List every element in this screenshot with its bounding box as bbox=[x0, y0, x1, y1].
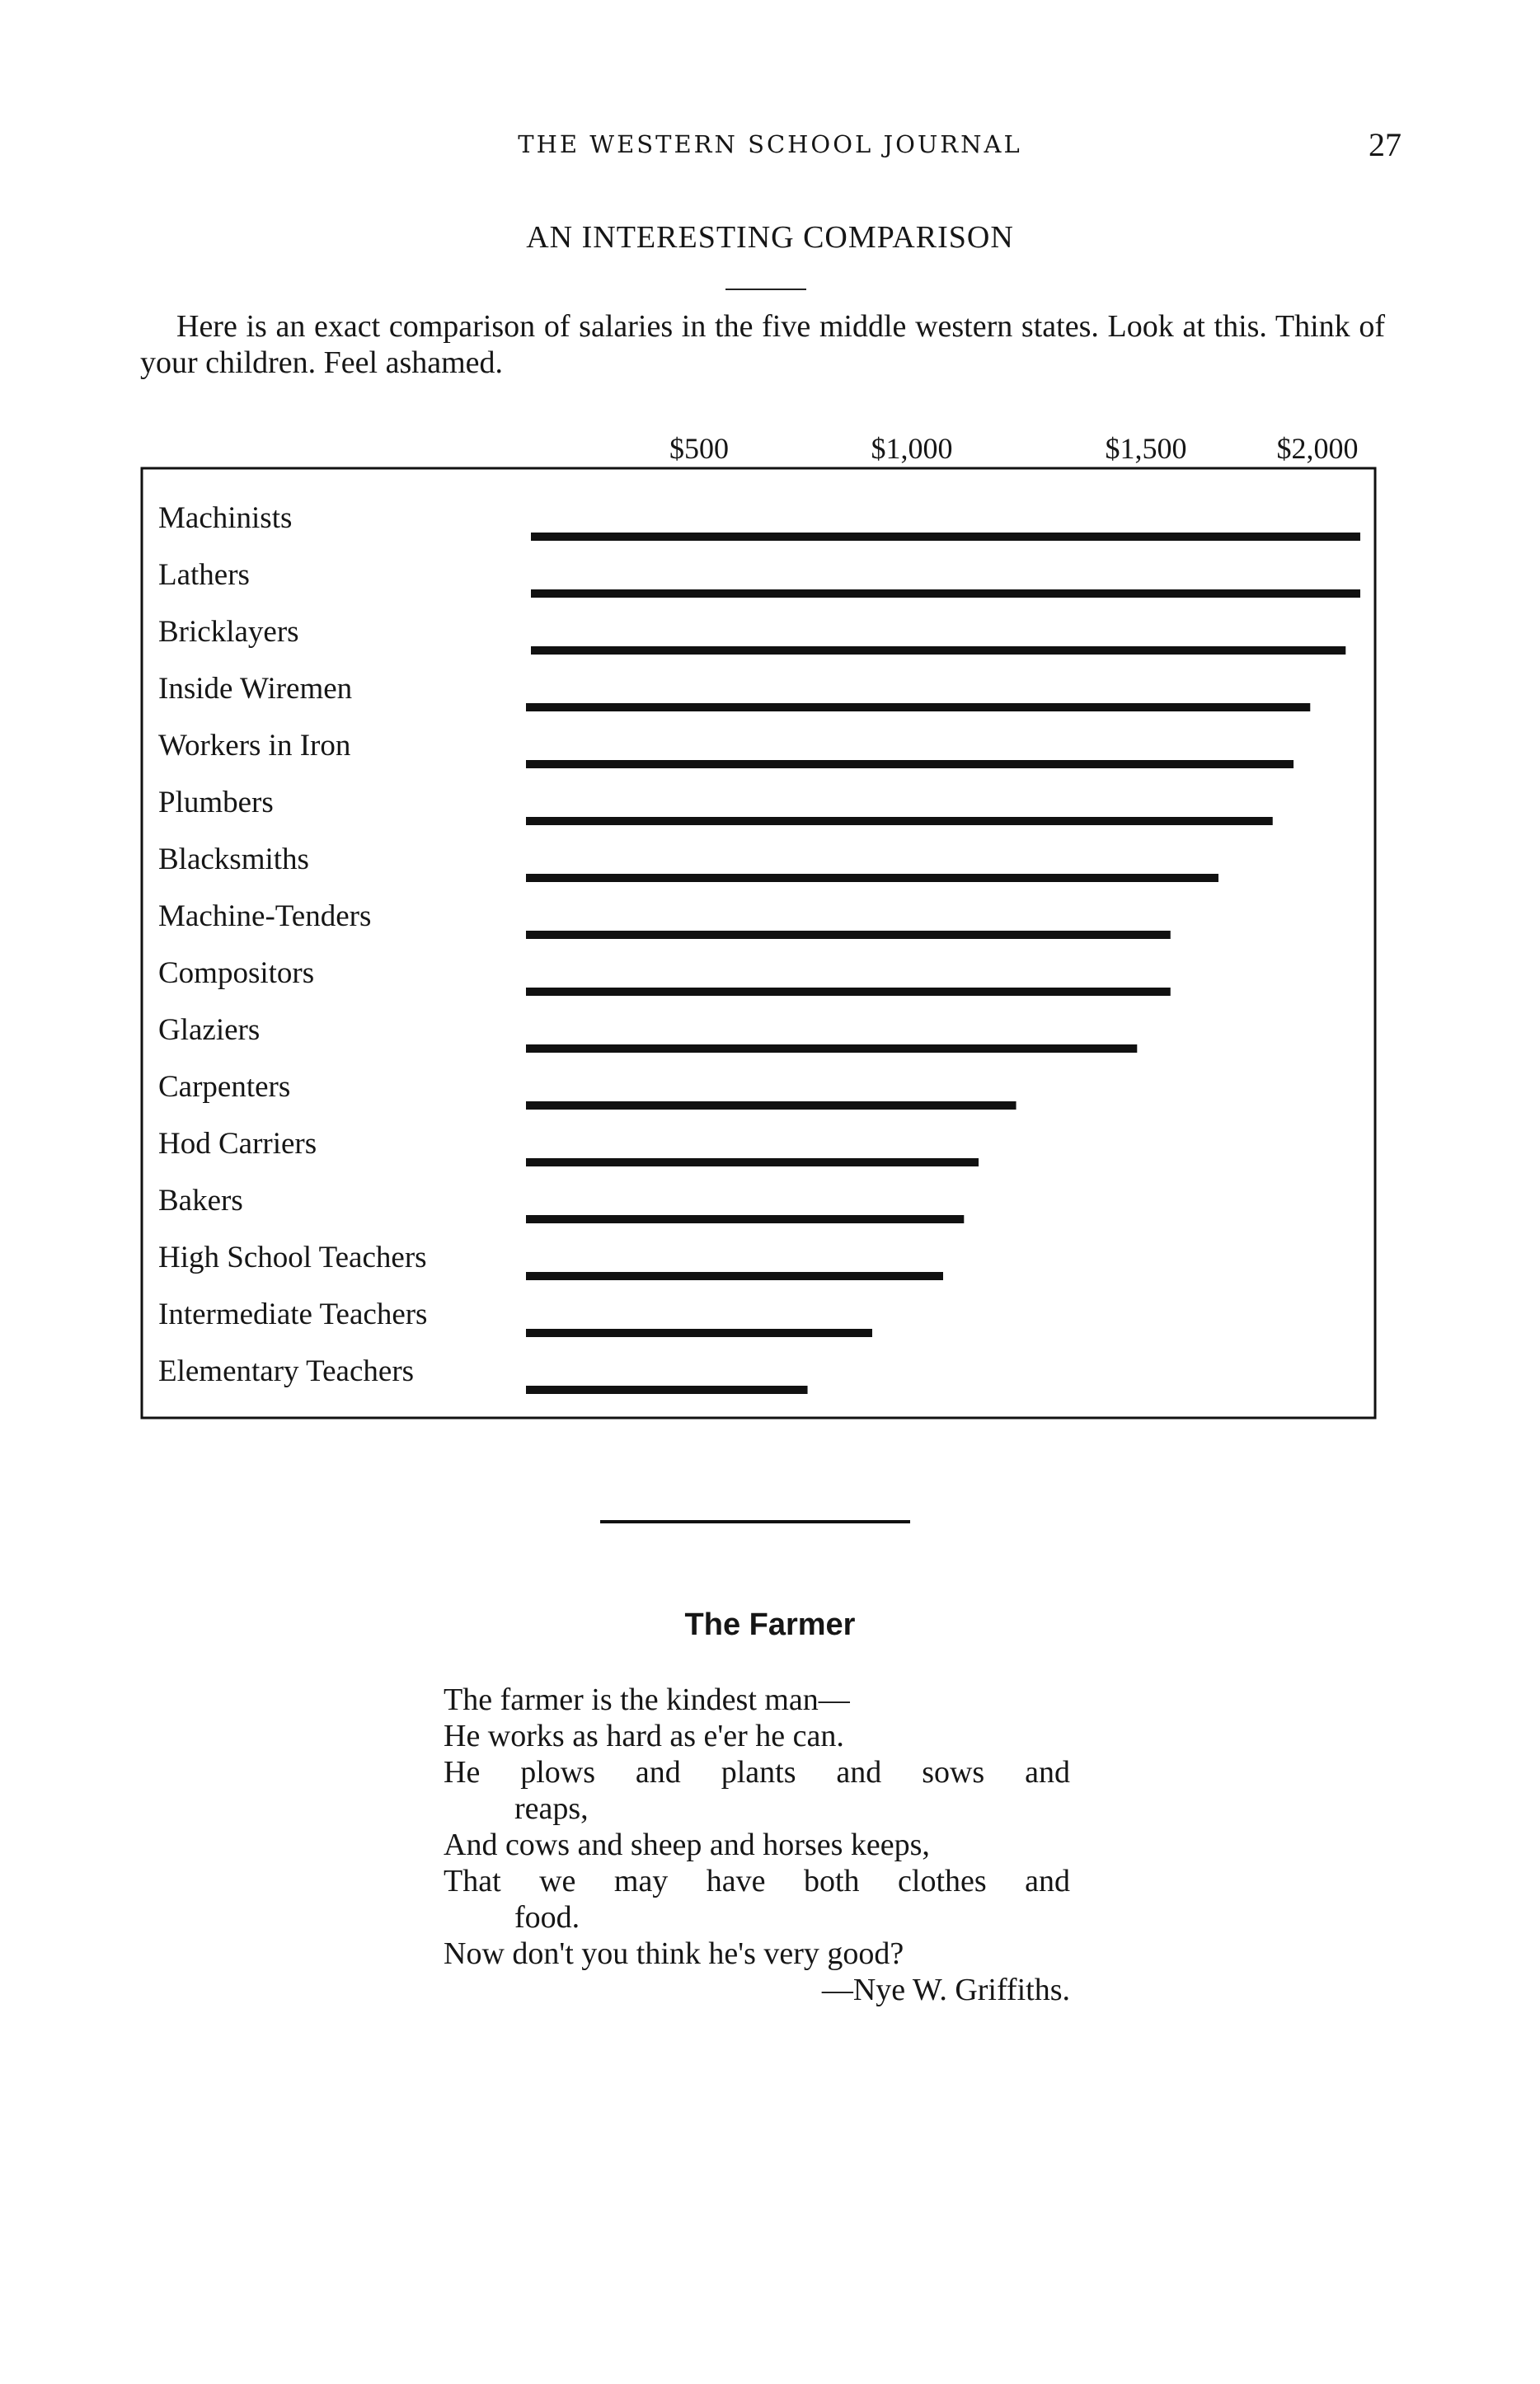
salary-bar bbox=[526, 817, 1273, 825]
category-label: Inside Wiremen bbox=[158, 672, 353, 706]
salary-bar bbox=[526, 1329, 872, 1337]
category-label: Plumbers bbox=[158, 786, 274, 819]
article-intro: Here is an exact comparison of salaries in the five middle western states. Look at this. Think of your children. Feel ashamed. bbox=[140, 309, 1385, 380]
category-label: Carpenters bbox=[158, 1070, 291, 1104]
article-title: AN INTERESTING COMPARISON bbox=[526, 220, 1014, 255]
salary-bar bbox=[526, 760, 1294, 768]
salary-bar bbox=[526, 931, 1171, 939]
poem-line-8: Now don't you think he's very good? bbox=[444, 1936, 904, 1971]
category-label: High School Teachers bbox=[158, 1241, 427, 1274]
page-header bbox=[0, 126, 1540, 163]
poem-line-6: That we may have both clothes and bbox=[444, 1864, 1070, 1898]
salary-bar bbox=[526, 874, 1218, 882]
category-label: Bricklayers bbox=[158, 615, 299, 649]
category-label: Lathers bbox=[158, 558, 250, 592]
salary-bar bbox=[531, 533, 1360, 541]
category-label: Glaziers bbox=[158, 1013, 261, 1047]
journal-name: THE WESTERN SCHOOL JOURNAL bbox=[518, 130, 1022, 158]
tick-label: $1,500 bbox=[1105, 432, 1187, 465]
category-label: Workers in Iron bbox=[158, 729, 351, 763]
salary-bar bbox=[526, 1158, 979, 1166]
salary-bar bbox=[526, 988, 1171, 996]
category-label: Machine-Tenders bbox=[158, 899, 372, 933]
salary-bar bbox=[531, 646, 1345, 655]
category-label: Elementary Teachers bbox=[158, 1354, 415, 1388]
salary-bar bbox=[531, 589, 1360, 598]
section-rule bbox=[600, 1520, 910, 1523]
poem-title: The Farmer bbox=[684, 1607, 856, 1642]
category-label: Bakers bbox=[158, 1184, 243, 1218]
poem-line-4: reaps, bbox=[514, 1791, 589, 1826]
tick-label: $2,000 bbox=[1276, 432, 1359, 465]
category-label: Intermediate Teachers bbox=[158, 1298, 428, 1331]
salary-bar bbox=[526, 1272, 943, 1280]
poem-line-7: food. bbox=[514, 1900, 580, 1935]
poem-author: —Nye W. Griffiths. bbox=[821, 1973, 1070, 2007]
salary-bar-chart bbox=[139, 420, 1392, 1443]
tick-label: $1,000 bbox=[871, 432, 953, 465]
salary-bar bbox=[526, 703, 1310, 711]
category-label: Machinists bbox=[158, 501, 293, 535]
poem-line-1: The farmer is the kindest man— bbox=[444, 1682, 850, 1717]
category-label: Blacksmiths bbox=[158, 842, 309, 876]
title-rule bbox=[725, 289, 806, 290]
salary-bar bbox=[526, 1044, 1137, 1053]
category-label: Compositors bbox=[158, 956, 315, 990]
poem bbox=[444, 1682, 1070, 2008]
poem-line-5: And cows and sheep and horses keeps, bbox=[444, 1828, 930, 1862]
salary-bar bbox=[526, 1215, 964, 1223]
poem-line-3: He plows and plants and sows and bbox=[444, 1755, 1070, 1790]
category-label: Hod Carriers bbox=[158, 1127, 317, 1161]
tick-label: $500 bbox=[669, 432, 729, 465]
salary-chart bbox=[139, 420, 1392, 1443]
salary-bar bbox=[526, 1386, 808, 1394]
salary-bar bbox=[526, 1101, 1016, 1110]
poem-line-2: He works as hard as e'er he can. bbox=[444, 1719, 844, 1753]
page-number: 27 bbox=[1369, 126, 1401, 163]
